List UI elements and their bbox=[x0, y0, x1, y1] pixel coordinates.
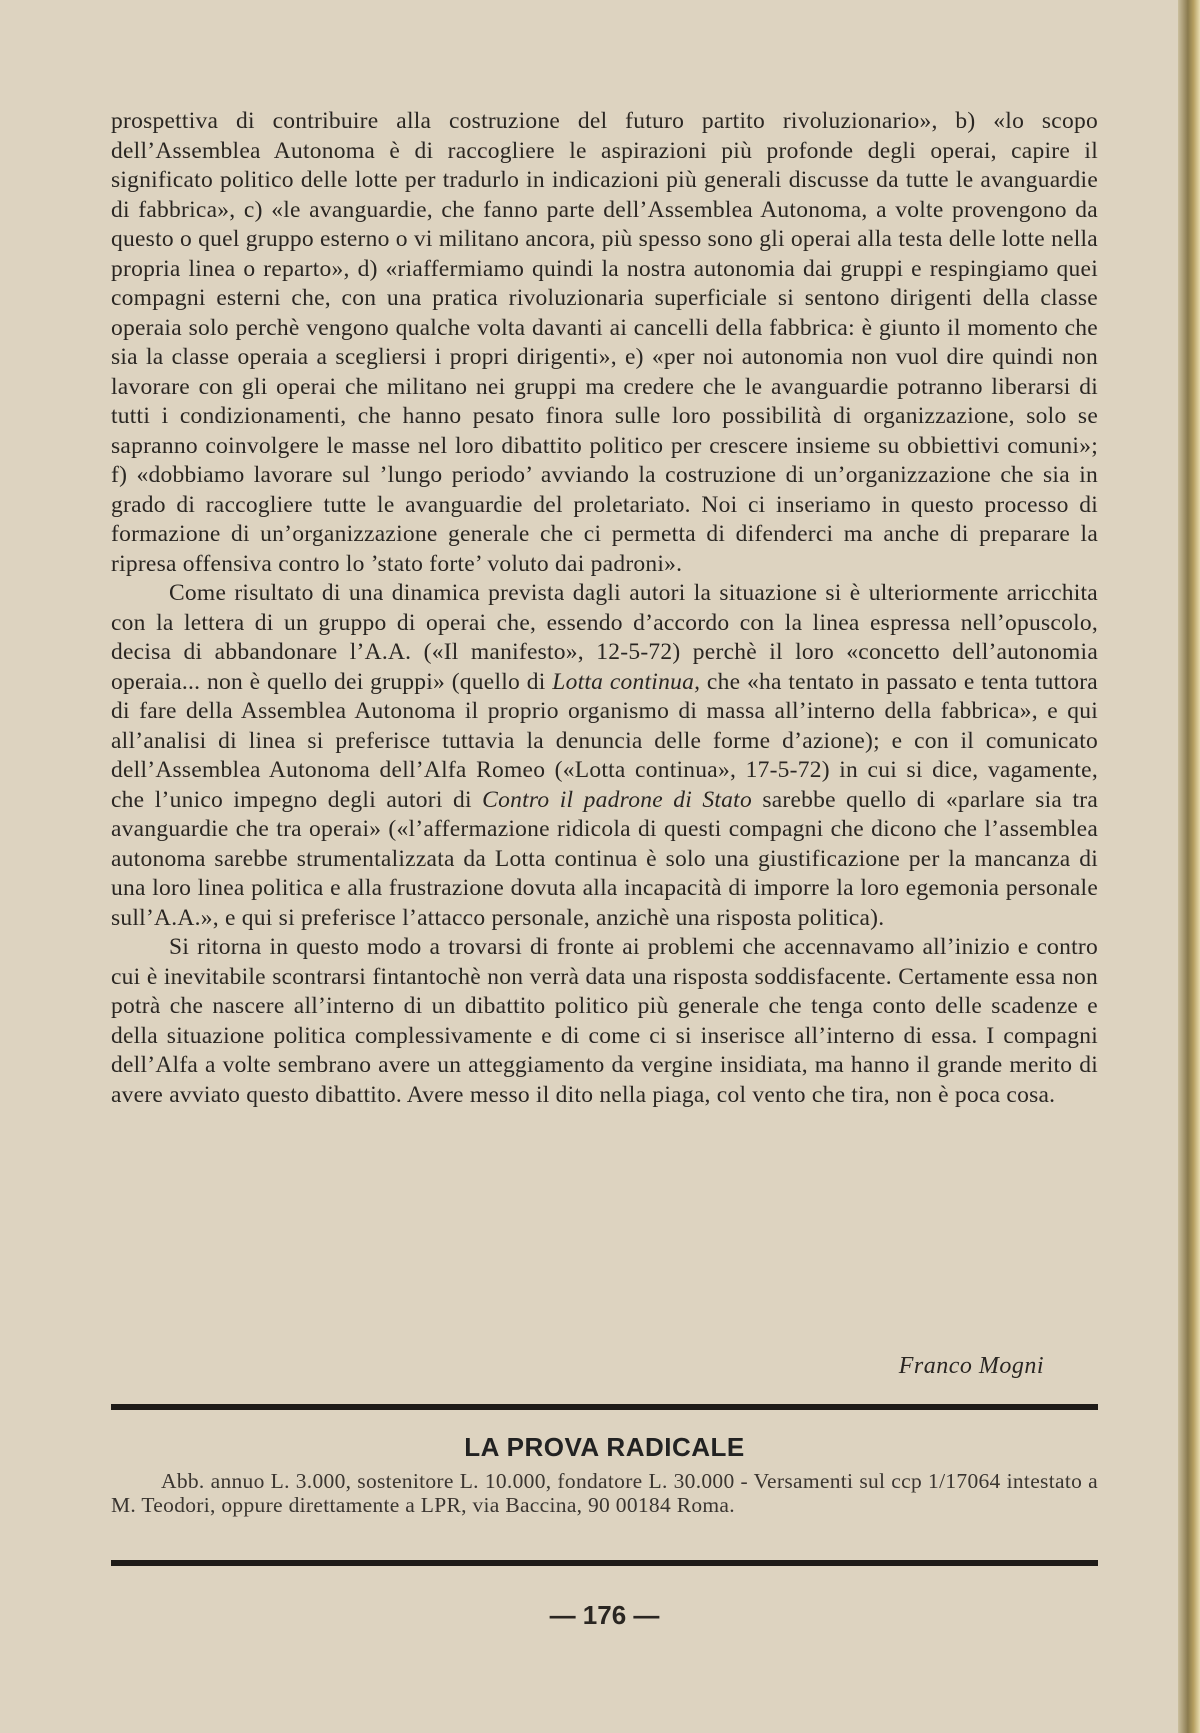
paragraph-2-part-b: che «ha tentato in passato e tenta tuttora di fare della Assemblea Autonoma il proprio organismo di massa all’interno della fabbrica», e qui all’analisi di linea si preferisce tuttavia la denuncia delle forme d’azione); e con il comunicato dell’Assemblea Autonoma dell’Alfa Romeo («Lotta continua», 17-5-72) in cui si dice, vagamente, che l’unico impegno degli autori di bbox=[111, 668, 1098, 813]
box-top-rule bbox=[111, 1404, 1098, 1410]
article-body bbox=[111, 107, 1098, 1110]
subscription-details: Abb. annuo L. 3.000, sostenitore L. 10.000, fondatore L. 30.000 - Versamenti sul ccp 1/17064 intestato a M. Teodori, oppure direttamente a LPR, via Baccina, 90 00184 Roma. bbox=[111, 1469, 1098, 1517]
page-number: — 176 — bbox=[549, 1600, 660, 1630]
paragraph-3: Si ritorna in questo modo a trovarsi di fronte ai problemi che accennavamo all’inizio e contro cui è inevitabile scontrarsi fintantochè non verrà data una risposta soddisfacente. Certamente essa non potrà che nascere all’interno di un dibattito politico più generale che tenga conto delle scadenze e della situazione politica complessivamente e di come ci si inserisce all’interno di essa. I compagni dell’Alfa a volte sembrano avere un atteggiamento da vergine insidiata, ma hanno il grande merito di avere avviato questo dibattito. Avere messo il dito nella piaga, col vento che tira, non è poca cosa. bbox=[111, 934, 1098, 1108]
lotta-continua-title: Lotta continua, bbox=[552, 668, 701, 695]
paragraph-2 bbox=[111, 579, 1098, 933]
paragraph-2-part-a: Come risultato di una dinamica prevista dagli autori la situazione si è ulteriormente arricchita con la lettera di un gruppo di operai che, essendo d’accordo con la linea espressa nell’opuscolo, decisa di abbandonare l’A.A. («Il manifesto», 12-5-72) perchè il loro «concetto dell’autonomia operaia... non è quello dei gruppi» (quello di bbox=[111, 580, 1098, 695]
paragraph-2-part-c: sarebbe quello di «parlare sia tra avanguardie che tra operai» («l’affermazione ridicola di questi compagni che dicono che l’assemblea autonoma sarebbe strumentalizzata da Lotta continua è solo una giustificazione per la mancanza di una loro linea politica e alla frustrazione dovuta alla incapacità di imporre la loro egemonia personale sull’A.A.», e qui si preferisce l’attacco personale, anzichè una risposta politica). bbox=[111, 786, 1099, 931]
subscription-box-text bbox=[111, 1469, 1098, 1517]
box-bottom-rule bbox=[111, 1560, 1098, 1566]
paragraph-1: prospettiva di contribuire alla costruzione del futuro partito rivoluzionario», b) «lo scopo dell’Assemblea Autonoma è di raccogliere le aspirazioni più profonde degli operai, capire il significato politico delle lotte per tradurlo in indicazioni più generali discusse da tutte le avanguardie di fabbrica», c) «le avanguardie, che fanno parte dell’Assemblea Autonoma, a volte provengono da questo o quel gruppo esterno o vi militano ancora, più spesso sono gli operai alla testa delle lotte nella propria linea o reparto», d) «riaffermiamo quindi la nostra autonomia dai gruppi e respingiamo quei compagni esterni che, con una pratica rivoluzionaria superficiale si sentono dirigenti della classe operaia solo perchè vengono qualche volta davanti ai cancelli della fabbrica: è giunto il momento che sia la classe operaia a scegliersi i propri dirigenti», e) «per noi autonomia non vuol dire quindi non lavorare con gli operai che militano nei gruppi ma credere che le avanguardie potranno liberarsi di tutti i condizionamenti, che hanno pesato finora sulle loro possibilità di organizzazione, solo se sapranno coinvolgere le masse nel loro dibattito politico per crescere insieme su obbiettivi comuni»; f) «dobbiamo lavorare sul ’lungo periodo’ avviando la costruzione di un’organizzazione che sia in grado di raccogliere tutte le avanguardie del proletariato. Noi ci inseriamo in questo processo di formazione di un’organizzazione generale che ci permetta di difenderci ma anche di prepararе la ripresa offensiva contro lo ’stato forte’ voluto dai padroni». bbox=[111, 108, 1098, 577]
page-edge bbox=[1178, 0, 1200, 1733]
author-signature: Franco Mogni bbox=[898, 1353, 1044, 1379]
subscription-box-title: LA PROVA RADICALE bbox=[464, 1432, 745, 1462]
contro-il-padrone-title: Contro il padrone di Stato bbox=[482, 786, 752, 813]
